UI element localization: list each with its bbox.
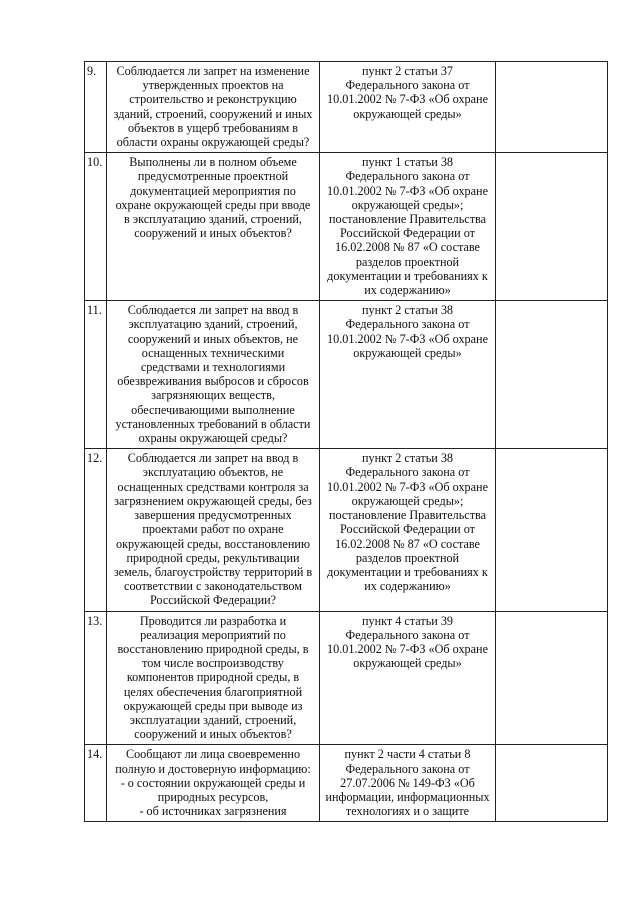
reference-line: документации и требованиях к — [327, 268, 488, 283]
question-line: охране окружающей среды при вводе — [115, 197, 311, 212]
checklist-table — [84, 61, 608, 822]
question-line: восстановлению природной среды, в — [117, 641, 309, 656]
reference-line: пункт 4 статьи 39 — [361, 613, 454, 628]
reference-line: технологиях и о защите — [345, 804, 470, 819]
question-cell — [107, 301, 320, 449]
question-line: том числе воспроизводству — [142, 656, 284, 671]
question-line: в эксплуатацию зданий, строений, — [124, 212, 302, 227]
reference-line: 10.01.2002 № 7-ФЗ «Об охране — [327, 183, 488, 198]
question-line: - об источниках загрязнения — [139, 804, 287, 819]
reference-line: разделов проектной — [355, 254, 460, 269]
question-line: эксплуатацию зданий, строений, — [128, 317, 298, 332]
table-row — [85, 611, 608, 745]
reference-line: постановление Правительства — [328, 212, 487, 227]
question-line: оснащенных техническими — [141, 345, 285, 360]
reference-line: окружающей среды» — [353, 106, 462, 121]
question-line: реализация мероприятий по — [140, 627, 286, 642]
reference-line: 10.01.2002 № 7-ФЗ «Об охране — [327, 479, 488, 494]
question-line: установленных требований в области — [115, 416, 311, 431]
reference-line: пункт 2 статьи 38 — [361, 451, 454, 466]
reference-line: 27.07.2006 № 149-ФЗ «Об — [340, 775, 475, 790]
table-row — [85, 745, 608, 822]
reference-line: Федерального закона от — [345, 465, 470, 480]
table-row — [85, 62, 608, 153]
reference-cell — [320, 301, 496, 449]
question-line: полную и достоверную информацию: — [115, 761, 311, 776]
question-line: объектов в ущерб требованиям в — [128, 120, 298, 135]
table-row — [85, 153, 608, 301]
question-line: обеспечивающими выполнение — [131, 402, 295, 417]
question-line: Российской Федерации? — [149, 593, 277, 608]
question-line: соответствии с законодательством — [124, 579, 302, 594]
question-line: завершения предусмотренных — [134, 508, 292, 523]
question-line: загрязняющих веществ, — [151, 388, 275, 403]
question-line: области охраны окружающей среды? — [116, 135, 310, 150]
reference-cell — [320, 611, 496, 745]
question-line: земель, благоустройству территорий в — [113, 564, 313, 579]
question-line: сооружений и иных объектов, не — [127, 331, 299, 346]
reference-line: Федерального закона от — [345, 78, 470, 93]
question-line: Соблюдается ли запрет на изменение — [116, 64, 310, 78]
question-line: Сообщают ли лица своевременно — [125, 747, 301, 762]
question-cell — [107, 449, 320, 611]
question-line: зданий, строений, сооружений и иных — [113, 106, 313, 121]
question-line: строительство и реконструкцию — [129, 92, 297, 107]
question-line: документацией мероприятия по — [130, 183, 296, 198]
question-line: Проводится ли разработка и — [139, 613, 287, 628]
reference-line: разделов проектной — [355, 550, 460, 565]
question-line: эксплуатацию объектов, не — [142, 465, 284, 480]
question-line: обезвреживания выбросов и сбросов — [117, 374, 309, 389]
reference-line: постановление Правительства — [328, 508, 487, 523]
question-line: окружающей среды, восстановлению — [115, 536, 311, 551]
note-cell — [496, 301, 608, 449]
question-cell — [107, 611, 320, 745]
question-line: - о состоянии окружающей среды и — [120, 775, 306, 790]
question-line: загрязнением окружающей среды, без — [114, 493, 312, 508]
question-line: предусмотренные проектной — [137, 169, 289, 184]
reference-line: окружающей среды» — [353, 656, 462, 671]
note-cell — [496, 611, 608, 745]
row-number: 11. — [85, 301, 107, 449]
reference-line: Российской Федерации от — [340, 226, 475, 241]
question-line: эксплуатации зданий, строений, — [129, 712, 297, 727]
row-number: 12. — [85, 449, 107, 611]
question-cell — [107, 62, 320, 153]
note-cell — [496, 153, 608, 301]
question-line: сооружений и иных объектов? — [134, 226, 292, 241]
row-number: 13. — [85, 611, 107, 745]
note-cell — [496, 745, 608, 822]
reference-cell — [320, 449, 496, 611]
question-line: охраны окружающей среды? — [138, 431, 288, 446]
question-line: средствами и технологиями — [140, 360, 286, 375]
reference-line: 16.02.2008 № 87 «О составе — [335, 240, 480, 255]
row-number: 14. — [85, 745, 107, 822]
question-line: проектами работ по охране — [142, 522, 284, 537]
question-line: природных ресурсов, — [157, 789, 269, 804]
question-line: Соблюдается ли запрет на ввод в — [127, 451, 299, 466]
reference-line: пункт 2 части 4 статьи 8 — [344, 747, 471, 762]
reference-line: их содержанию» — [364, 283, 451, 298]
checklist-body — [85, 62, 608, 822]
reference-cell — [320, 745, 496, 822]
table-row — [85, 301, 608, 449]
reference-line: их содержанию» — [364, 579, 451, 594]
reference-line: 10.01.2002 № 7-ФЗ «Об охране — [327, 331, 488, 346]
question-line: окружающей среды при выводе из — [123, 698, 303, 713]
reference-line: пункт 2 статьи 37 — [361, 64, 454, 78]
question-line: Соблюдается ли запрет на ввод в — [127, 303, 299, 318]
question-line: оснащенных средствами контроля за — [117, 479, 309, 494]
reference-line: 10.01.2002 № 7-ФЗ «Об охране — [327, 92, 488, 107]
reference-line: окружающей среды»; — [351, 197, 464, 212]
question-cell — [107, 153, 320, 301]
note-cell — [496, 449, 608, 611]
row-number: 9. — [85, 62, 107, 153]
reference-line: документации и требованиях к — [327, 564, 488, 579]
reference-line: пункт 2 статьи 38 — [361, 303, 454, 318]
reference-line: информации, информационных — [325, 789, 490, 804]
reference-line: окружающей среды» — [353, 345, 462, 360]
reference-line: Федерального закона от — [345, 761, 470, 776]
reference-line: Российской Федерации от — [340, 522, 475, 537]
question-line: природной среды, рекультивации — [126, 550, 300, 565]
reference-line: 10.01.2002 № 7-ФЗ «Об охране — [327, 641, 488, 656]
question-line: утвержденных проектов на — [142, 78, 284, 93]
reference-line: окружающей среды»; — [351, 493, 464, 508]
reference-line: Федерального закона от — [345, 317, 470, 332]
reference-line: пункт 1 статьи 38 — [361, 155, 454, 170]
question-line: сооружений и иных объектов? — [134, 727, 292, 742]
question-cell — [107, 745, 320, 822]
table-row — [85, 449, 608, 611]
reference-cell — [320, 62, 496, 153]
question-line: целях обеспечения благоприятной — [123, 684, 303, 699]
reference-line: Федерального закона от — [345, 627, 470, 642]
row-number: 10. — [85, 153, 107, 301]
question-line: Выполнены ли в полном объеме — [129, 155, 297, 170]
question-line: компонентов природной среды, в — [126, 670, 300, 685]
note-cell — [496, 62, 608, 153]
reference-cell — [320, 153, 496, 301]
reference-line: 16.02.2008 № 87 «О составе — [335, 536, 480, 551]
reference-line: Федерального закона от — [345, 169, 470, 184]
